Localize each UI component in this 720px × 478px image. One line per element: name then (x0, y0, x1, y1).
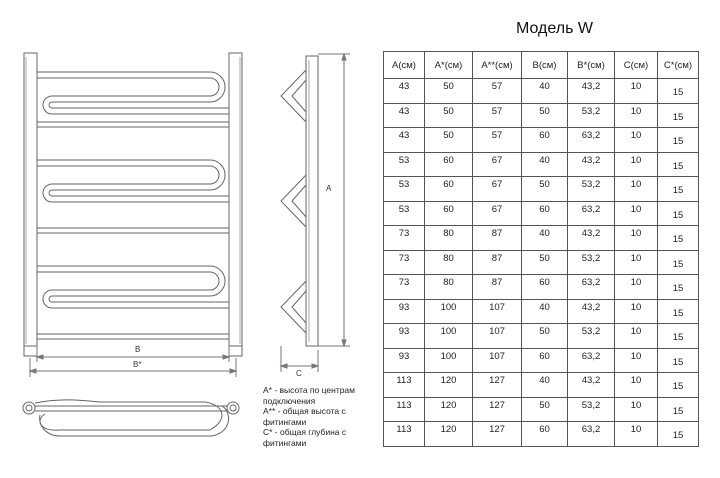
table-row (384, 226, 699, 251)
table-cell: 113 (384, 422, 425, 447)
table-cell: 10 (615, 250, 658, 275)
table-row (384, 250, 699, 275)
table-cell: 53 (384, 177, 425, 202)
table-cell: 50 (425, 79, 473, 104)
table-cell: 107 (473, 348, 522, 373)
table-cell: 43 (384, 128, 425, 153)
table-cell: 40 (522, 79, 568, 104)
top-view (23, 400, 239, 436)
table-cell: 100 (425, 324, 473, 349)
legend-line: A** - общая высота с (263, 406, 346, 417)
header-cell: C*(см) (658, 52, 699, 79)
dimensions-table (383, 51, 699, 447)
table-cell: 10 (615, 348, 658, 373)
table-cell: 63,2 (568, 201, 615, 226)
table-cell: 57 (473, 128, 522, 153)
table-cell: 10 (615, 299, 658, 324)
table-cell: 53,2 (568, 177, 615, 202)
table-cell: 63,2 (568, 275, 615, 300)
table-cell: 80 (425, 275, 473, 300)
table-cell: 10 (615, 128, 658, 153)
table-cell: 50 (522, 250, 568, 275)
side-view (281, 56, 318, 346)
side-dimensions (281, 54, 350, 372)
table-cell: 53,2 (568, 397, 615, 422)
table-cell: 87 (473, 250, 522, 275)
table-cell: 15 (658, 373, 699, 398)
table-cell: 60 (522, 348, 568, 373)
table-cell: 40 (522, 299, 568, 324)
table-cell: 43 (384, 103, 425, 128)
table-cell: 43,2 (568, 152, 615, 177)
table-cell: 100 (425, 348, 473, 373)
table-row (384, 397, 699, 422)
table-cell: 15 (658, 79, 699, 104)
table-row (384, 373, 699, 398)
table-row (384, 177, 699, 202)
table-cell: 15 (658, 152, 699, 177)
table-cell: 87 (473, 226, 522, 251)
table-cell: 10 (615, 177, 658, 202)
table-cell: 15 (658, 324, 699, 349)
table-cell: 53,2 (568, 324, 615, 349)
table-cell: 67 (473, 152, 522, 177)
table-cell: 15 (658, 275, 699, 300)
table-cell: 87 (473, 275, 522, 300)
table-cell: 15 (658, 226, 699, 251)
table-cell: 15 (658, 201, 699, 226)
table-row (384, 128, 699, 153)
table-cell: 93 (384, 324, 425, 349)
table-cell: 10 (615, 79, 658, 104)
table-cell: 60 (522, 422, 568, 447)
table-cell: 60 (425, 177, 473, 202)
table-cell: 50 (522, 397, 568, 422)
table-cell: 113 (384, 373, 425, 398)
table-cell: 73 (384, 250, 425, 275)
table-cell: 107 (473, 324, 522, 349)
table-cell: 15 (658, 348, 699, 373)
dim-label-b: B (135, 345, 141, 354)
table-cell: 15 (658, 128, 699, 153)
table-cell: 67 (473, 201, 522, 226)
table-cell: 10 (615, 397, 658, 422)
legend-line: C* - общая глубина с (263, 427, 347, 438)
table-cell: 40 (522, 152, 568, 177)
table-cell: 53 (384, 152, 425, 177)
table-cell: 120 (425, 422, 473, 447)
table-cell: 43 (384, 79, 425, 104)
table-cell: 53,2 (568, 103, 615, 128)
header-cell: A(см) (384, 52, 425, 79)
table-cell: 50 (425, 128, 473, 153)
table-cell: 60 (522, 275, 568, 300)
table-cell: 60 (425, 201, 473, 226)
legend (263, 385, 383, 449)
table-row (384, 299, 699, 324)
table-cell: 57 (473, 103, 522, 128)
legend-line: фитингами (263, 437, 307, 448)
table-row (384, 79, 699, 104)
table-cell: 80 (425, 250, 473, 275)
table-row (384, 422, 699, 447)
table-cell: 67 (473, 177, 522, 202)
table-row (384, 275, 699, 300)
header-cell: A**(см) (473, 52, 522, 79)
table-row (384, 103, 699, 128)
legend-line: подключения (263, 395, 316, 406)
table-cell: 60 (522, 201, 568, 226)
table-row (384, 324, 699, 349)
table-cell: 80 (425, 226, 473, 251)
header-cell: A*(см) (425, 52, 473, 79)
table-cell: 50 (425, 103, 473, 128)
table-cell: 15 (658, 103, 699, 128)
table-cell: 100 (425, 299, 473, 324)
table-cell: 43,2 (568, 79, 615, 104)
legend-line: A* - высота по центрам (263, 385, 356, 395)
table-cell: 73 (384, 275, 425, 300)
table-cell: 63,2 (568, 348, 615, 373)
table-cell: 63,2 (568, 422, 615, 447)
table-cell: 10 (615, 373, 658, 398)
table-header-row (384, 52, 699, 79)
table-cell: 10 (615, 324, 658, 349)
table-cell: 10 (615, 275, 658, 300)
front-view (24, 53, 242, 356)
table-cell: 15 (658, 250, 699, 275)
table-cell: 73 (384, 226, 425, 251)
table-cell: 50 (522, 177, 568, 202)
table-cell: 53 (384, 201, 425, 226)
table-cell: 10 (615, 422, 658, 447)
table-cell: 10 (615, 226, 658, 251)
table-cell: 63,2 (568, 128, 615, 153)
page-title: Модель W (516, 20, 593, 37)
table-body (384, 79, 699, 447)
table-cell: 10 (615, 201, 658, 226)
table-cell: 120 (425, 373, 473, 398)
table-cell: 15 (658, 299, 699, 324)
table-cell: 93 (384, 348, 425, 373)
dim-label-c: C (296, 369, 302, 378)
table-cell: 120 (425, 397, 473, 422)
table-cell: 15 (658, 397, 699, 422)
dim-label-a: A (326, 184, 332, 193)
table-cell: 113 (384, 397, 425, 422)
table-cell: 43,2 (568, 299, 615, 324)
table-cell: 127 (473, 373, 522, 398)
table-cell: 15 (658, 422, 699, 447)
table-cell: 60 (522, 128, 568, 153)
table-cell: 10 (615, 152, 658, 177)
table-cell: 53,2 (568, 250, 615, 275)
table-row (384, 201, 699, 226)
table-row (384, 348, 699, 373)
header-cell: B(см) (522, 52, 568, 79)
legend-line: фитингами (263, 416, 307, 427)
table-cell: 57 (473, 79, 522, 104)
header-cell: C(см) (615, 52, 658, 79)
table-cell: 43,2 (568, 226, 615, 251)
table-cell: 40 (522, 226, 568, 251)
table-cell: 43,2 (568, 373, 615, 398)
table-cell: 40 (522, 373, 568, 398)
table-cell: 50 (522, 324, 568, 349)
table-cell: 127 (473, 397, 522, 422)
table-cell: 50 (522, 103, 568, 128)
table-cell: 107 (473, 299, 522, 324)
table-cell: 60 (425, 152, 473, 177)
table-cell: 127 (473, 422, 522, 447)
table-cell: 10 (615, 103, 658, 128)
table-cell: 15 (658, 177, 699, 202)
table-cell: 93 (384, 299, 425, 324)
dim-label-b-star: B* (133, 360, 142, 369)
header-cell: B*(см) (568, 52, 615, 79)
table-row (384, 152, 699, 177)
